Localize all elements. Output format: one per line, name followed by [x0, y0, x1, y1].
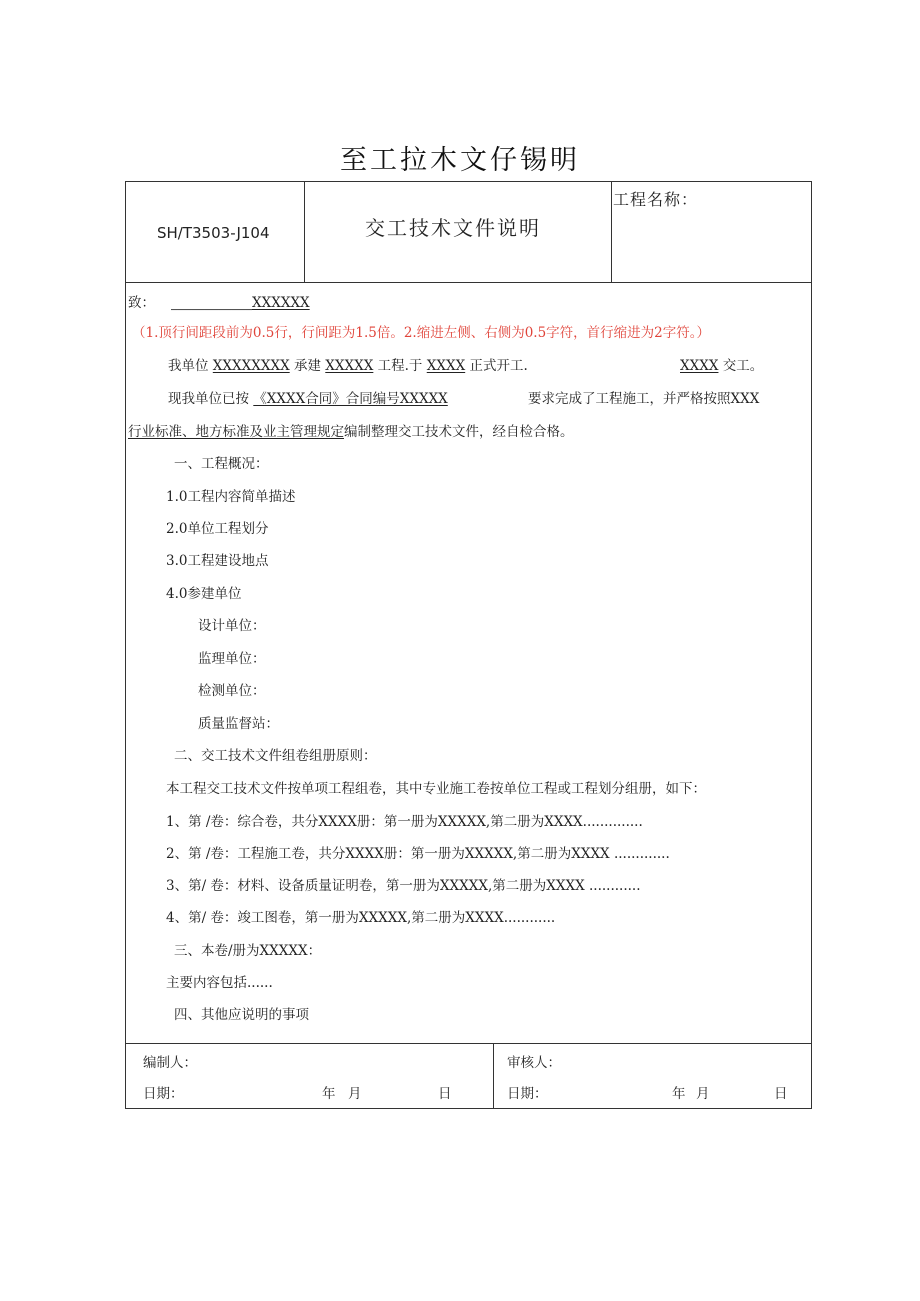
section3-content: 主要内容包括...... — [166, 975, 273, 991]
volume-item: 2、第 /卷：工程施工卷，共分XXXX册：第一册为XXXXX,第二册为XXXX ............. — [166, 846, 670, 862]
reviewer-day: 日 — [774, 1086, 788, 1102]
section2-heading: 二、交工技术文件组卷组册原则： — [174, 748, 377, 764]
footer-divider — [126, 1043, 811, 1044]
header-col-divider-1 — [304, 182, 305, 282]
compiler-date-label: 日期： — [143, 1086, 184, 1102]
unit-design: 设计单位： — [198, 618, 266, 634]
reviewer-label: 审核人： — [507, 1055, 561, 1071]
section1-item: 2.0单位工程划分 — [166, 521, 269, 537]
section1-item: 1.0工程内容简单描述 — [166, 489, 296, 505]
unit-inspection: 检测单位： — [198, 683, 266, 699]
addressee — [128, 294, 310, 312]
footer-col-divider — [493, 1043, 494, 1109]
para1-handover — [680, 357, 763, 375]
header-divider — [126, 282, 811, 283]
para1-text-5: 交工。 — [722, 358, 764, 374]
compiler-day: 日 — [438, 1086, 452, 1102]
para1-text-1: 我单位 — [168, 358, 209, 374]
para2-line1-left — [168, 390, 448, 408]
form-code: SH/T3503-J104 — [157, 224, 270, 242]
reviewer-date-label: 日期： — [507, 1086, 548, 1102]
form-title: 交工技术文件说明 — [365, 216, 541, 240]
para1-text-3: 工程.于 — [377, 358, 423, 374]
para2-suffix: 要求完成了工程施工，并严格按照XXX — [528, 391, 760, 407]
para2-line2-rest: 编制整理交工技术文件，经自检合格。 — [344, 424, 574, 440]
para1-text-2: 承建 — [293, 358, 321, 374]
para1-line — [168, 357, 528, 375]
compiler-label: 编制人： — [143, 1055, 197, 1071]
section1-heading: 一、工程概况： — [174, 456, 269, 472]
addressee-label: 致： — [128, 295, 155, 311]
addressee-blank: ____________ — [171, 295, 252, 311]
para1-text-4: 正式开工. — [469, 358, 528, 374]
contractor-value: XXXXXXXX — [212, 358, 290, 374]
header-col-divider-2 — [611, 182, 612, 282]
format-note: （1.顶行间距段前为0.5行，行间距为1.5倍。2.缩进左侧、右侧为0.5字符，首行缩进为2字符。） — [132, 325, 711, 341]
standards-text: 行业标准、地方标准及业主管理规定 — [128, 424, 344, 440]
project-name-label: 工程名称： — [613, 190, 699, 209]
addressee-value: XXXXXX — [252, 295, 310, 311]
section1-item: 3.0工程建设地点 — [166, 553, 269, 569]
volume-item: 1、第 /卷：综合卷，共分XXXX册：第一册为XXXXX,第二册为XXXX.............. — [166, 814, 643, 830]
form-frame — [125, 181, 812, 1109]
section1-item: 4.0参建单位 — [166, 586, 242, 602]
section4-heading: 四、其他应说明的事项 — [174, 1007, 309, 1023]
volume-item: 4、第/ 卷：竣工图卷，第一册为XXXXX,第二册为XXXX............ — [166, 910, 556, 926]
unit-supervision: 监理单位： — [198, 651, 266, 667]
start-date-value: XXXX — [426, 358, 466, 374]
section3-heading: 三、本卷/册为XXXXX： — [174, 943, 322, 959]
compiler-year: 年 — [322, 1086, 336, 1102]
reviewer-year: 年 — [672, 1086, 686, 1102]
handover-date-value: XXXX — [680, 358, 719, 374]
para2-line2 — [128, 423, 574, 441]
project-value: XXXXX — [325, 358, 374, 374]
page-title: 至工拉木文仔锡明 — [340, 145, 580, 176]
para2-prefix: 现我单位已按 — [168, 391, 249, 407]
contract-reference: 《XXXX合同》合同编号XXXXX — [253, 391, 448, 407]
volume-item: 3、第/ 卷：材料、设备质量证明卷，第一册为XXXXX,第二册为XXXX ............ — [166, 878, 641, 894]
section2-intro: 本工程交工技术文件按单项工程组卷，其中专业施工卷按单位工程或工程划分组册，如下： — [166, 781, 706, 797]
compiler-month: 月 — [348, 1086, 362, 1102]
reviewer-month: 月 — [696, 1086, 710, 1102]
unit-quality-station: 质量监督站： — [198, 716, 279, 732]
